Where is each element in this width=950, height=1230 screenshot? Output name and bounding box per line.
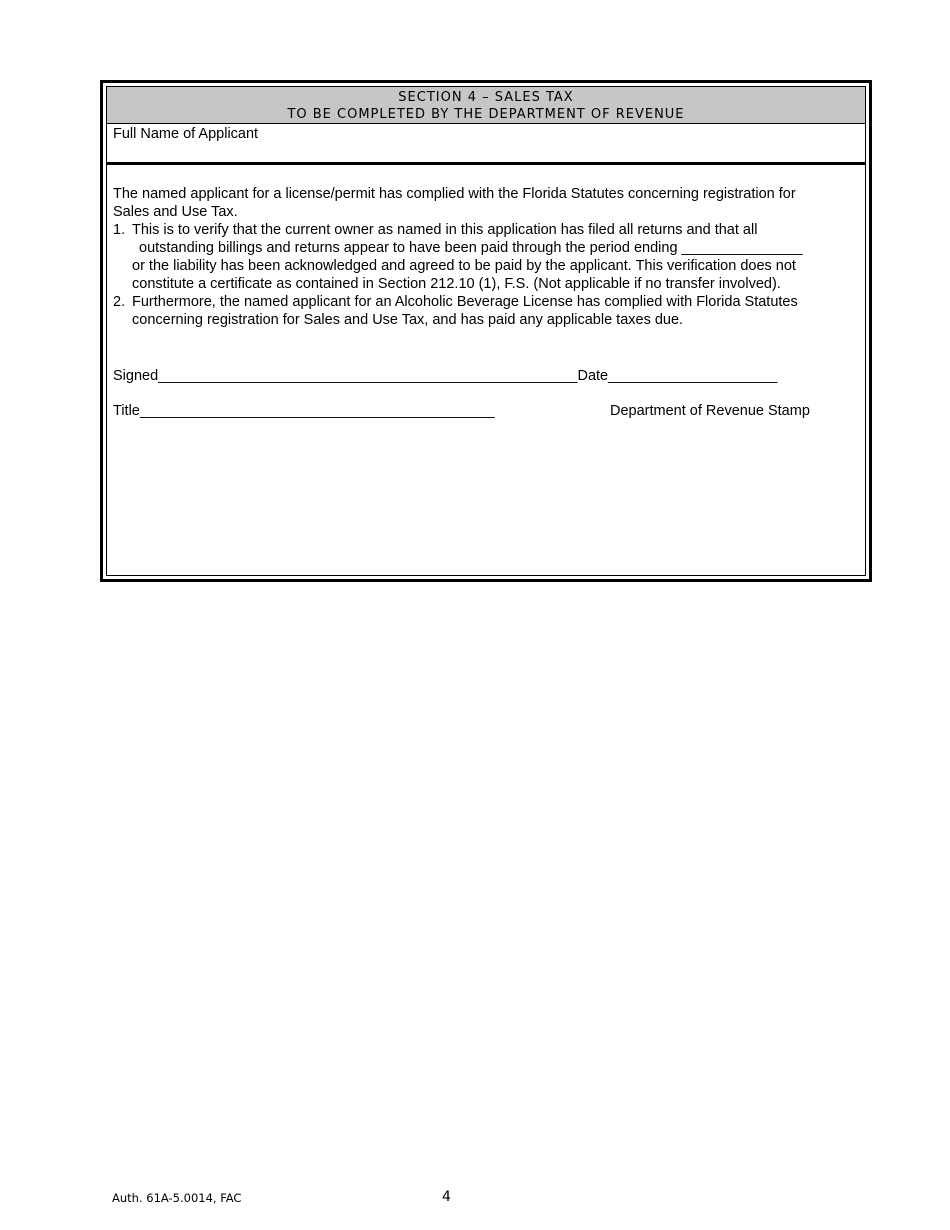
item1-line-4: constitute a certificate as contained in Section 212.10 (1), F.S. (Not applicable if no transfer involved). (132, 276, 781, 292)
list-item-2 (113, 293, 857, 329)
item1-line-3: or the liability has been acknowledged and agreed to be paid by the applicant. This verification does not (132, 258, 796, 274)
list-number-2: 2. (113, 294, 126, 310)
revenue-stamp-label: Department of Revenue Stamp (610, 403, 810, 419)
item2-line-1: Furthermore, the named applicant for an Alcoholic Beverage License has complied with Florida Statutes (132, 294, 798, 310)
intro-line-2: Sales and Use Tax. (113, 204, 238, 220)
section-subtitle: TO BE COMPLETED BY THE DEPARTMENT OF REVENUE (287, 107, 685, 122)
sales-tax-form (100, 80, 872, 582)
item1-line-2: outstanding billings and returns appear to have been paid through the period ending _______________ (139, 240, 803, 256)
item1-line-1: This is to verify that the current owner as named in this application has filed all returns and that all (132, 222, 758, 238)
title-line[interactable]: Title____________________________________________ (113, 403, 495, 419)
list-number-1: 1. (113, 222, 126, 238)
footer-authority: Auth. 61A-5.0014, FAC (112, 1191, 242, 1205)
list-item-1 (113, 221, 857, 293)
item2-line-2: concerning registration for Sales and Use Tax, and has paid any applicable taxes due. (132, 312, 684, 328)
page-number: 4 (442, 1189, 451, 1205)
form-inner-border (106, 86, 866, 576)
verification-text (113, 185, 857, 329)
applicant-name-label: Full Name of Applicant (113, 126, 259, 142)
section-header (107, 87, 865, 124)
applicant-name-field[interactable] (107, 124, 865, 165)
section-title: SECTION 4 – SALES TAX (398, 90, 574, 105)
signed-date-line[interactable]: Signed____________________________________________________Date_____________________ (113, 368, 778, 384)
intro-line-1: The named applicant for a license/permit has complied with the Florida Statutes concerning registration for (113, 186, 796, 202)
